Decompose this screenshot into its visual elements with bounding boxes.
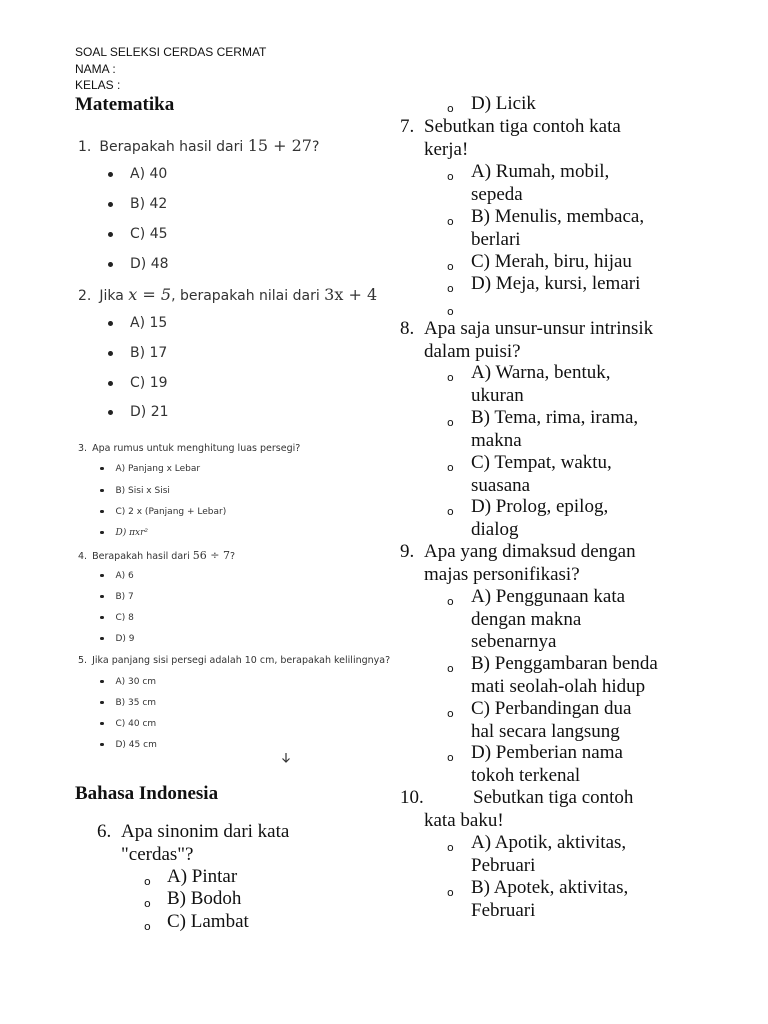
option-item	[447, 206, 644, 251]
math-expression: 56 ÷ 7	[192, 549, 230, 562]
question-number: 10.	[400, 787, 424, 808]
bullet-icon	[100, 616, 104, 620]
math-question-3	[78, 443, 300, 454]
option-label: A) Panjang x Lebar	[115, 464, 201, 474]
question-text: Sebutkan tiga contoh	[473, 787, 634, 808]
question-text: Sebutkan tiga contoh kata	[424, 116, 621, 137]
question-text: majas personifikasi?	[424, 563, 580, 585]
option-item	[447, 698, 631, 743]
math-option	[100, 571, 134, 581]
bullet-icon	[108, 321, 113, 326]
option-item	[447, 832, 626, 877]
option-item	[447, 93, 536, 116]
question-number: 3.	[78, 443, 88, 454]
question-text: dalam puisi?	[424, 340, 521, 362]
option-label: C) 8	[115, 613, 134, 623]
question-9	[400, 541, 720, 586]
option-label: B) 17	[130, 345, 168, 361]
option-label: A) Apotik, aktivitas,	[471, 832, 627, 853]
option-label: C) Perbandingan dua	[471, 698, 632, 719]
option-item	[447, 407, 638, 452]
bullet-icon	[100, 531, 104, 535]
circle-bullet-icon: o	[447, 707, 454, 720]
bullet-icon	[108, 172, 113, 177]
option-label: B) 42	[130, 196, 168, 212]
option-label: A) Warna, bentuk,	[471, 362, 611, 383]
circle-bullet-icon: o	[447, 305, 454, 318]
question-text: Jika panjang sisi persegi adalah 10 cm, berapakah kelilingnya?	[92, 655, 391, 666]
circle-bullet-icon: o	[447, 260, 454, 273]
math-option	[100, 719, 156, 729]
option-label: B) Sisi x Sisi	[115, 486, 170, 496]
math-option	[108, 315, 167, 331]
option-label: A) Rumah, mobil,	[471, 161, 610, 182]
math-option	[100, 528, 148, 538]
question-10	[400, 787, 720, 832]
circle-bullet-icon: o	[447, 595, 454, 608]
question-number: 2.	[78, 288, 92, 304]
math-expression: x = 5	[128, 285, 172, 304]
option-label: B) Tema, rima, irama,	[471, 407, 639, 428]
question-number: 6.	[97, 821, 112, 842]
question-6	[97, 821, 357, 866]
bullet-icon	[100, 743, 104, 747]
circle-bullet-icon: o	[447, 886, 454, 899]
bullet-icon	[108, 410, 113, 415]
option-label: Februari	[471, 899, 536, 921]
math-option	[100, 613, 134, 623]
option-label: A) Pintar	[167, 866, 238, 887]
option-label: C) Lambat	[167, 911, 249, 932]
math-question-2	[78, 285, 377, 304]
option-label: makna	[471, 429, 522, 451]
option-label: C) 19	[130, 375, 168, 391]
option-label: D) Pemberian nama	[471, 742, 623, 763]
bullet-icon	[100, 595, 104, 599]
bullet-icon	[108, 381, 113, 386]
option-item	[447, 273, 640, 296]
option-label: B) 35 cm	[115, 698, 157, 708]
bullet-icon	[108, 202, 113, 207]
option-label: C) Merah, biru, hijau	[471, 251, 632, 272]
option-item	[447, 586, 625, 654]
option-label: D) 48	[130, 256, 169, 272]
question-text: Berapakah hasil dari	[99, 139, 248, 155]
math-expression: 3x + 4	[324, 285, 378, 304]
question-text: Apa rumus untuk menghitung luas persegi?	[92, 443, 301, 454]
bullet-icon	[108, 262, 113, 267]
option-label: hal secara langsung	[471, 720, 620, 742]
bullet-icon	[100, 722, 104, 726]
option-label: D) Prolog, epilog,	[471, 496, 609, 517]
option-label: sebenarnya	[471, 631, 557, 652]
option-label: A) 30 cm	[115, 677, 157, 687]
circle-bullet-icon: o	[447, 102, 454, 115]
bullet-icon	[108, 232, 113, 237]
option-item	[447, 161, 609, 206]
option-item	[144, 888, 241, 911]
option-label: C) 2 x (Panjang + Lebar)	[115, 507, 227, 517]
bullet-icon	[108, 351, 113, 356]
circle-bullet-icon: o	[447, 282, 454, 295]
option-label: A) 40	[130, 166, 168, 182]
math-option	[108, 256, 169, 272]
bullet-icon	[100, 467, 104, 471]
option-label: B) Penggambaran benda	[471, 653, 658, 674]
option-label: dengan makna	[471, 608, 582, 630]
math-option	[108, 345, 167, 361]
circle-bullet-icon: o	[447, 505, 454, 518]
question-text: , berapakah nilai dari	[171, 288, 325, 304]
question-7	[400, 116, 700, 161]
option-label: ukuran	[471, 384, 524, 406]
arrow-down-icon[interactable]	[281, 752, 291, 767]
math-option	[100, 740, 157, 750]
circle-bullet-icon: o	[144, 875, 151, 888]
bullet-icon	[100, 510, 104, 514]
circle-bullet-icon: o	[447, 416, 454, 429]
option-label: D) 9	[115, 634, 135, 644]
question-text: Berapakah hasil dari	[92, 551, 193, 562]
math-option	[108, 196, 167, 212]
question-number: 9.	[400, 541, 415, 562]
math-question-5	[78, 655, 390, 666]
option-item	[144, 866, 237, 889]
option-label: C) 40 cm	[115, 719, 157, 729]
math-option	[108, 166, 167, 182]
option-label: sepeda	[471, 183, 523, 205]
option-label: berlari	[471, 228, 521, 250]
question-text: kerja!	[424, 138, 469, 160]
math-option	[100, 677, 156, 687]
option-label: suasana	[471, 474, 531, 496]
question-text: Apa yang dimaksud dengan	[424, 541, 636, 562]
question-text: "cerdas"?	[121, 843, 194, 865]
option-label: D) 45 cm	[115, 740, 157, 750]
option-label: C) Tempat, waktu,	[471, 452, 612, 473]
math-option	[100, 507, 226, 517]
bullet-icon	[100, 637, 104, 641]
option-item	[447, 452, 612, 497]
math-option	[100, 486, 170, 496]
math-option	[108, 226, 168, 242]
option-item	[447, 496, 608, 541]
circle-bullet-icon: o	[447, 215, 454, 228]
option-label: C) 45	[130, 226, 168, 242]
option-label: dialog	[471, 518, 519, 540]
option-label: D) Licik	[471, 93, 536, 114]
arrow-down-icon-graphic	[281, 752, 291, 764]
option-label: B) 7	[115, 592, 134, 602]
bullet-icon	[100, 489, 104, 493]
option-item	[447, 877, 628, 922]
question-number: 5.	[78, 655, 88, 666]
option-label: A) Penggunaan kata	[471, 586, 626, 607]
question-text: Apa saja unsur-unsur intrinsik	[424, 318, 654, 339]
question-number: 7.	[400, 116, 415, 137]
question-text: Apa sinonim dari kata	[121, 821, 290, 842]
option-item	[144, 911, 249, 934]
option-label: B) Bodoh	[167, 888, 242, 909]
header-title: SOAL SELEKSI CERDAS CERMAT	[75, 45, 267, 59]
option-label: D) 21	[130, 404, 169, 420]
math-option	[100, 464, 200, 474]
option-label: D) Meja, kursi, lemari	[471, 273, 641, 294]
header-class-field: KELAS :	[75, 78, 121, 92]
math-option	[108, 375, 168, 391]
question-number: 4.	[78, 551, 88, 562]
bullet-icon	[100, 701, 104, 705]
circle-bullet-icon: o	[447, 751, 454, 764]
math-question-1	[78, 136, 319, 155]
option-label: B) Apotek, aktivitas,	[471, 877, 629, 898]
circle-bullet-icon: o	[447, 371, 454, 384]
option-label: A) 6	[115, 571, 134, 581]
option-label: mati seolah-olah hidup	[471, 675, 646, 697]
circle-bullet-icon: o	[447, 170, 454, 183]
header-name-field: NAMA :	[75, 61, 116, 76]
option-item	[447, 251, 632, 274]
question-text: Jika	[99, 288, 129, 304]
circle-bullet-icon: o	[144, 920, 151, 933]
option-label: tokoh terkenal	[471, 764, 581, 786]
option-label: B) Menulis, membaca,	[471, 206, 645, 227]
question-8	[400, 318, 720, 363]
option-label: D) πxr²	[115, 528, 148, 538]
section-title-bahasa-indonesia: Bahasa Indonesia	[75, 783, 219, 804]
option-label: Pebruari	[471, 854, 536, 876]
question-end: ?	[311, 139, 320, 155]
math-expression: 15 + 27	[247, 136, 312, 155]
math-option	[108, 404, 169, 420]
option-item	[447, 362, 611, 407]
bullet-icon	[100, 680, 104, 684]
circle-bullet-icon: o	[144, 897, 151, 910]
math-option	[100, 634, 135, 644]
circle-bullet-icon: o	[447, 461, 454, 474]
question-end: ?	[229, 551, 235, 562]
question-text: kata baku!	[424, 809, 504, 831]
math-option	[100, 698, 156, 708]
math-question-4	[78, 549, 235, 562]
circle-bullet-icon: o	[447, 662, 454, 675]
question-number: 8.	[400, 318, 415, 339]
document-header	[75, 44, 266, 94]
option-item	[447, 653, 658, 698]
math-option	[100, 592, 134, 602]
question-number: 1.	[78, 139, 92, 155]
section-title-matematika: Matematika	[75, 94, 175, 115]
circle-bullet-icon: o	[447, 841, 454, 854]
bullet-icon	[100, 574, 104, 578]
option-item	[447, 742, 623, 787]
option-label: A) 15	[130, 315, 168, 331]
